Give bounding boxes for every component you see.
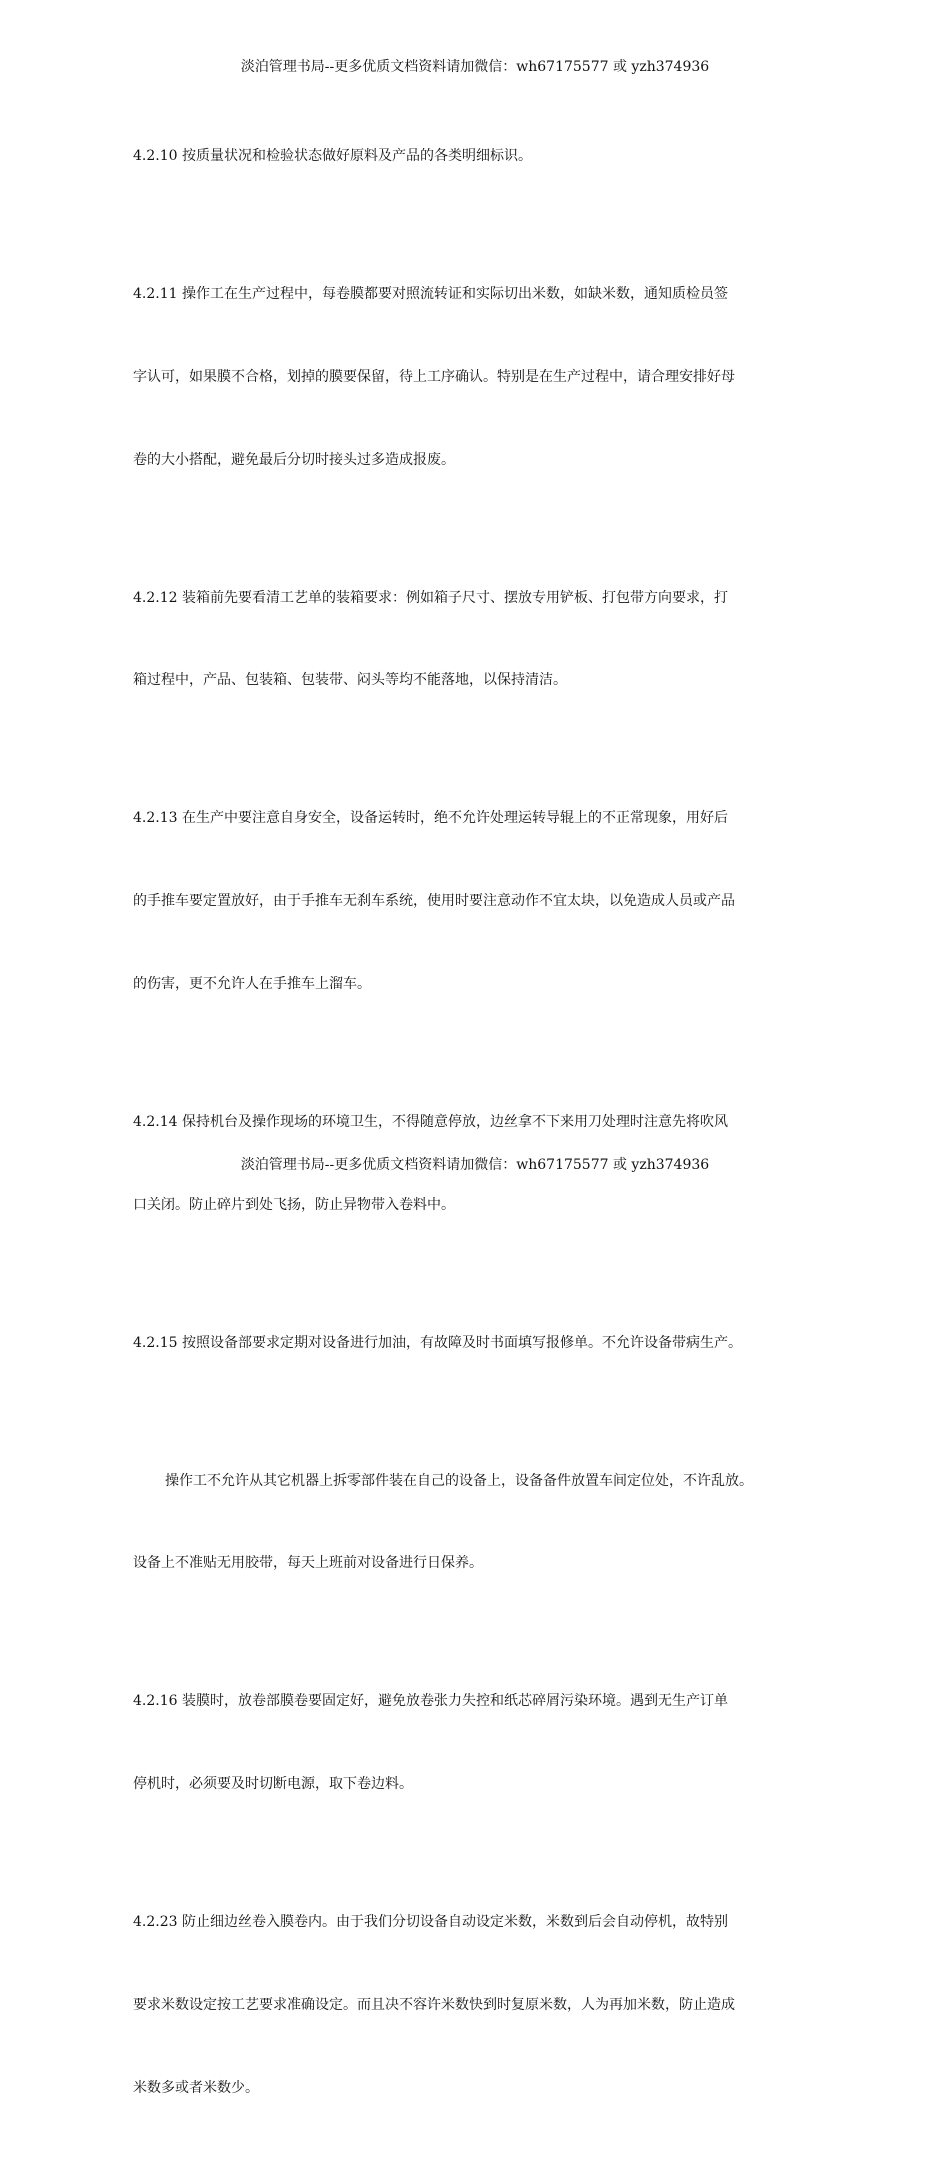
text-line: 箱过程中，产品、包装箱、包装带、闷头等均不能落地，以保持清洁。 <box>133 672 567 689</box>
paragraph-4-2-15 <box>133 1275 848 1413</box>
text-line: 操作工不允许从其它机器上拆零部件装在自己的设备上，设备备件放置车间定位处，不许乱放。 <box>165 1472 753 1489</box>
paragraph-4-2-13 <box>133 750 848 1054</box>
paragraph-4-2-23 <box>133 1854 848 2158</box>
paragraph-4-2-12 <box>133 530 848 751</box>
text-line: 4.2.23 防止细边丝卷入膜卷内。由于我们分切设备自动设定米数，米数到后会自动停机，故特别 <box>133 1914 728 1931</box>
text-line: 的手推车要定置放好，由于手推车无刹车系统，使用时要注意动作不宜太块，以免造成人员或产品 <box>133 893 735 910</box>
text-line: 4.2.11 操作工在生产过程中，每卷膜都要对照流转证和实际切出米数，如缺米数，通知质检员签 <box>133 286 728 303</box>
text-line: 4.2.10 按质量状况和检验状态做好原料及产品的各类明细标识。 <box>133 148 532 165</box>
text-line: 要求米数设定按工艺要求准确设定。而且决不容许米数快到时复原米数，人为再加米数，防止造成 <box>133 1996 735 2013</box>
text-line: 的伤害，更不允许人在手推车上溜车。 <box>133 976 371 992</box>
text-line: 4.2.14 保持机台及操作现场的环境卫生，不得随意停放，边丝拿不下来用刀处理时注意先将吹风 <box>133 1113 728 1130</box>
text-line: 4.2.13 在生产中要注意自身安全，设备运转时，绝不允许处理运转导辊上的不正常现象，用好后 <box>133 810 728 827</box>
page-header: 淡泊管理书局--更多优质文档资料请加微信：wh67175577 或 yzh374936 <box>240 59 710 75</box>
text-line: 米数多或者米数少。 <box>133 2079 259 2096</box>
text-line: 卷的大小搭配，避免最后分切时接头过多造成报废。 <box>133 451 455 468</box>
document-body <box>133 88 848 2158</box>
text-line: 停机时，必须要及时切断电源，取下卷边料。 <box>133 1776 413 1793</box>
paragraph-operator-rules <box>133 1413 848 1634</box>
paragraph-4-2-16 <box>133 1633 848 1854</box>
paragraph-4-2-11 <box>133 226 848 530</box>
text-line: 设备上不准贴无用胶带，每天上班前对设备进行日保养。 <box>133 1555 483 1572</box>
text-line: 口关闭。防止碎片到处飞扬，防止异物带入卷料中。 <box>133 1196 455 1213</box>
text-line: 4.2.12 装箱前先要看清工艺单的装箱要求：例如箱子尺寸、摆放专用铲板、打包带方向要求，打 <box>133 589 728 606</box>
text-line: 字认可，如果膜不合格，划掉的膜要保留，待上工序确认。特别是在生产过程中，请合理安排好母 <box>133 368 735 385</box>
text-line: 4.2.16 装膜时，放卷部膜卷要固定好，避免放卷张力失控和纸芯碎屑污染环境。遇到无生产订单 <box>133 1693 728 1710</box>
page-footer: 淡泊管理书局--更多优质文档资料请加微信：wh67175577 或 yzh374936 <box>240 1157 710 1173</box>
text-line: 4.2.15 按照设备部要求定期对设备进行加油，有故障及时书面填写报修单。不允许设备带病生产。 <box>133 1334 742 1351</box>
paragraph-4-2-10 <box>133 88 848 226</box>
